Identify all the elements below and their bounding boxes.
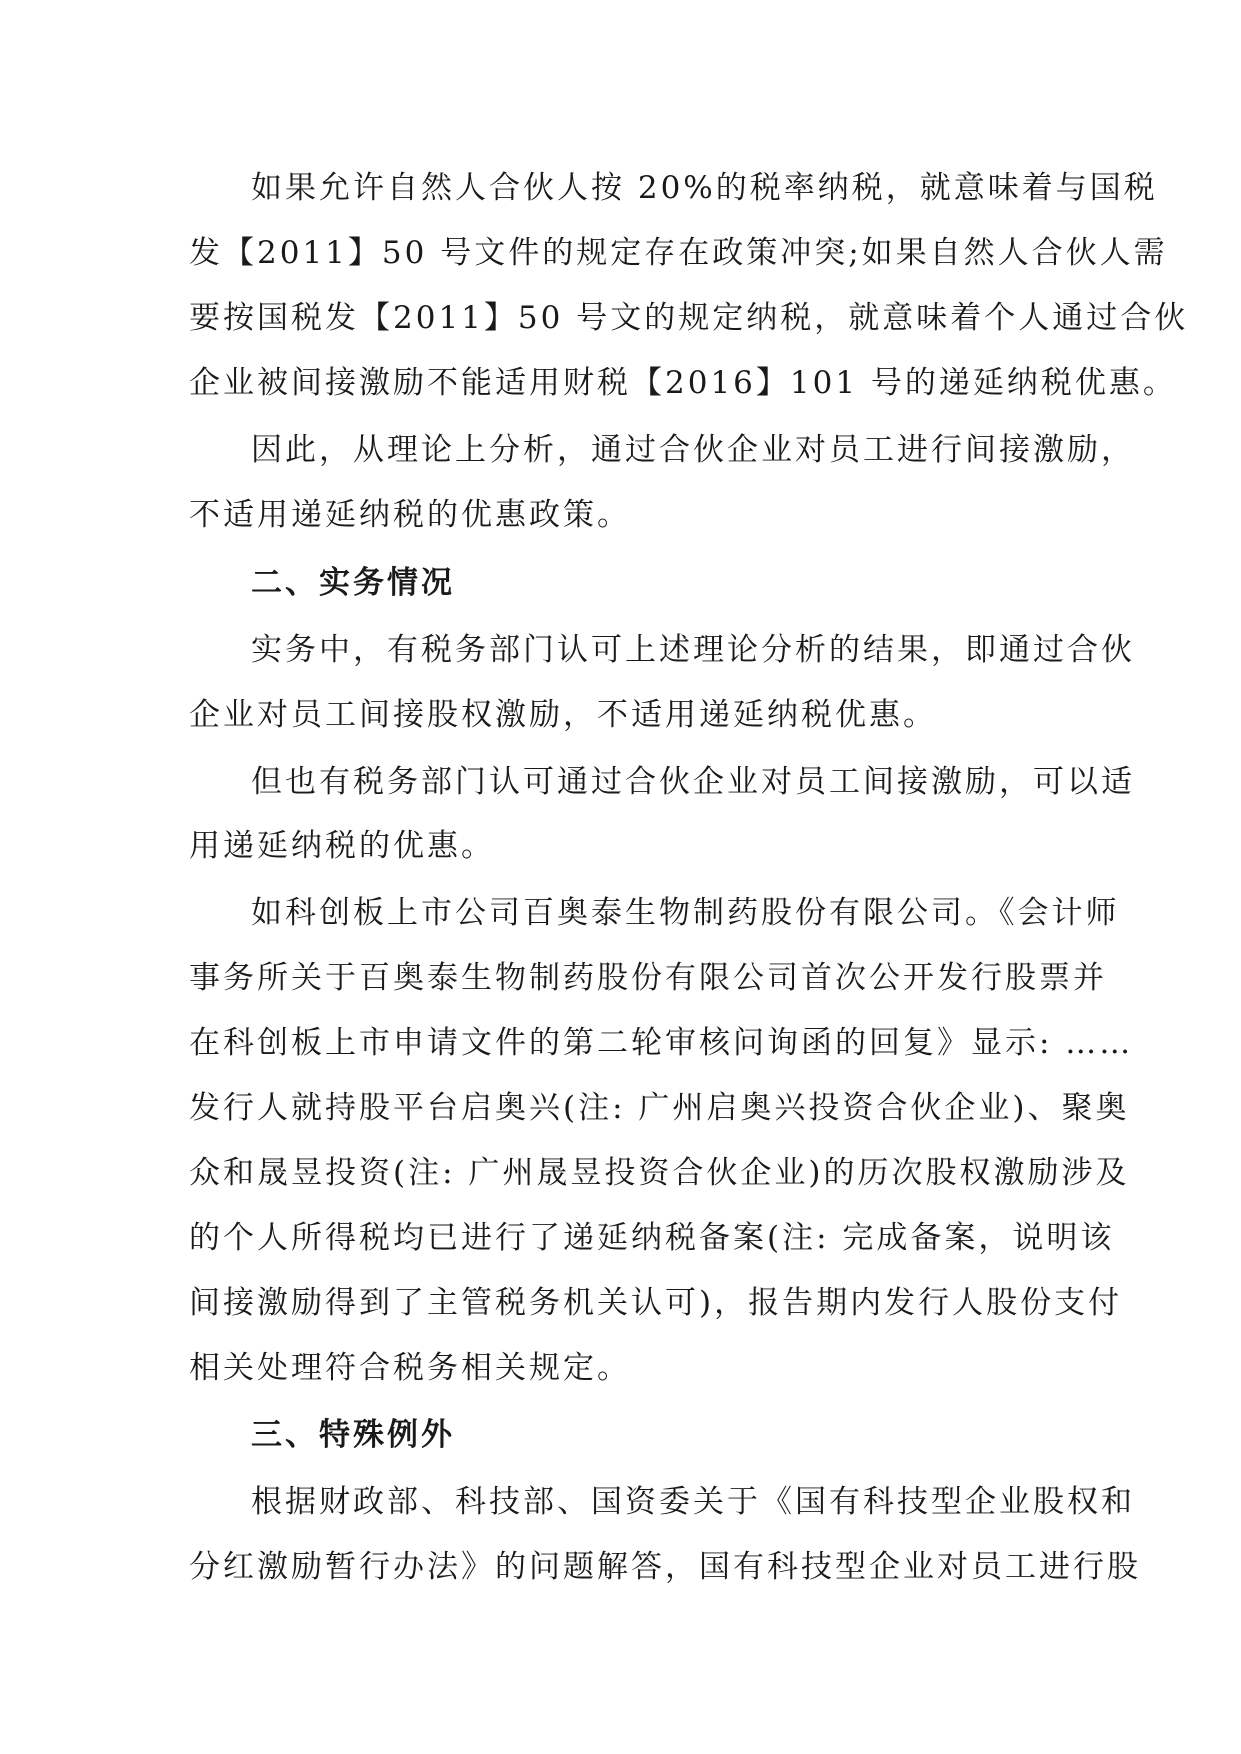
paragraph-line: 企业对员工间接股权激励，不适用递延纳税优惠。 [189,697,937,733]
paragraph-line: 发行人就持股平台启奥兴(注: 广州启奥兴投资合伙企业)、聚奥 [189,1090,1130,1126]
paragraph-line: 因此，从理论上分析，通过合伙企业对员工进行间接激励， [251,432,1135,468]
paragraph-line: 但也有税务部门认可通过合伙企业对员工间接激励，可以适 [251,764,1135,800]
paragraph-line: 不适用递延纳税的优惠政策。 [189,497,631,533]
section-heading: 三、特殊例外 [251,1417,455,1453]
paragraph-line: 相关处理符合税务相关规定。 [189,1350,631,1386]
paragraph-line: 发【2011】50 号文件的规定存在政策冲突;如果自然人合伙人需 [189,235,1168,271]
paragraph-line: 在科创板上市申请文件的第二轮审核问询函的回复》显示: …… [189,1025,1134,1061]
paragraph-line: 如果允许自然人合伙人按 20%的税率纳税，就意味着与国税 [251,170,1158,206]
paragraph-line: 间接激励得到了主管税务机关认可)，报告期内发行人股份支付 [189,1285,1123,1321]
paragraph-line: 企业被间接激励不能适用财税【2016】101 号的递延纳税优惠。 [189,365,1177,401]
paragraph-line: 分红激励暂行办法》的问题解答，国有科技型企业对员工进行股 [189,1549,1141,1585]
paragraph-line: 根据财政部、科技部、国资委关于《国有科技型企业股权和 [251,1484,1135,1520]
paragraph-line: 实务中，有税务部门认可上述理论分析的结果，即通过合伙 [251,632,1135,668]
paragraph-line: 如科创板上市公司百奥泰生物制药股份有限公司。《会计师 [251,895,1120,931]
paragraph-line: 众和晟昱投资(注: 广州晟昱投资合伙企业)的历次股权激励涉及 [189,1155,1130,1191]
paragraph-line: 用递延纳税的优惠。 [189,828,495,864]
paragraph-line: 要按国税发【2011】50 号文的规定纳税，就意味着个人通过合伙 [189,300,1189,336]
section-heading: 二、实务情况 [251,565,455,601]
paragraph-line: 事务所关于百奥泰生物制药股份有限公司首次公开发行股票并 [189,960,1107,996]
paragraph-line: 的个人所得税均已进行了递延纳税备案(注: 完成备案，说明该 [189,1220,1115,1256]
